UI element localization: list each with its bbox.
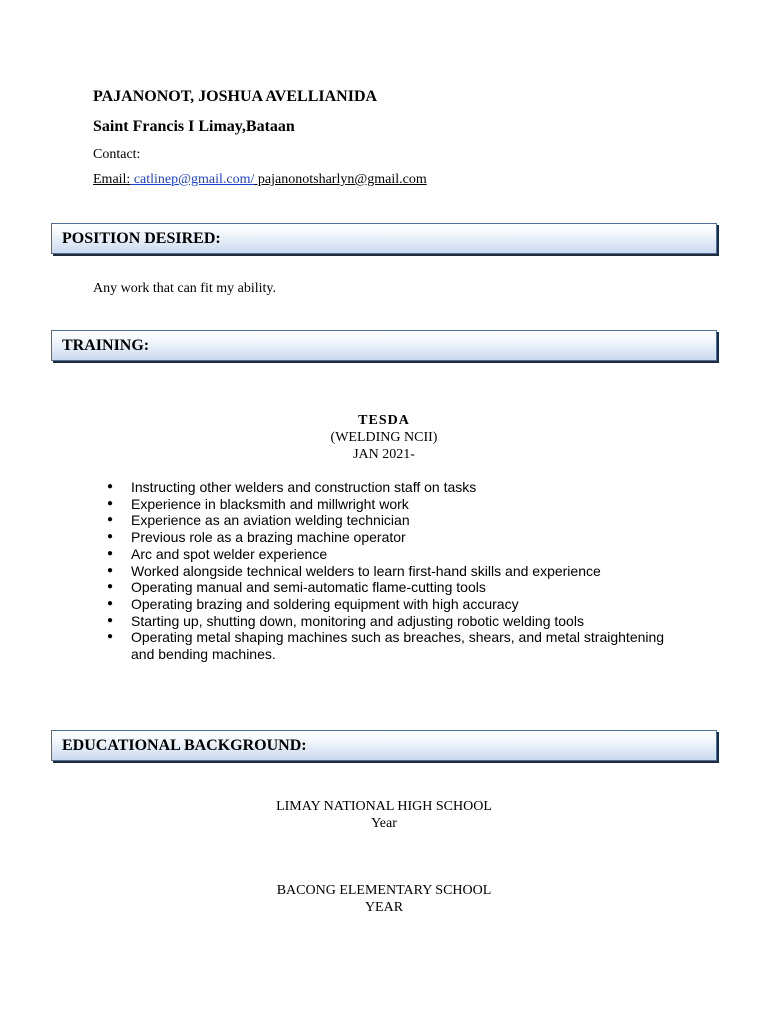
list-item-text: Previous role as a brazing machine operator [131,529,406,546]
section-title-position: POSITION DESIRED: [62,230,221,247]
school-year: Year [371,816,397,831]
bullet-icon: ● [107,481,114,492]
bullet-icon: ● [107,547,114,559]
section-title-education: EDUCATIONAL BACKGROUND: [62,737,307,754]
section-header-position [51,223,717,254]
list-item [107,495,671,513]
list-item-text: Experience in blacksmith and millwright work [131,495,409,512]
applicant-name: PAJANONOT, JOSHUA AVELLIANIDA [93,88,378,105]
school-name: BACONG ELEMENTARY SCHOOL [276,883,492,898]
school-year: YEAR [364,900,404,915]
list-item-text: Arc and spot welder experience [131,545,328,562]
training-date: JAN 2021- [353,447,415,462]
section-header-training [51,330,717,361]
bullet-icon: ● [107,581,114,593]
list-item-text: Experience as an aviation welding technician [131,512,410,529]
school-name: LIMAY NATIONAL HIGH SCHOOL [276,799,492,814]
section-title-training: TRAINING: [62,337,150,354]
bullet-icon: ● [107,597,114,609]
list-item [107,595,671,613]
training-duties-list [107,479,671,663]
applicant-address: Saint Francis I Limay,Bataan [93,118,295,135]
contact-label: Contact: [93,147,141,162]
email-label: Email: [93,172,131,187]
section-header-education [51,730,717,761]
email-link-secondary[interactable]: pajanonotsharlyn@gmail.com [254,172,427,187]
list-item [107,545,671,563]
training-course: (WELDING NCII) [330,430,438,445]
list-item-text: Operating brazing and soldering equipment with high accuracy [131,595,519,612]
email-link-primary[interactable]: catlinep@gmail.com/ [130,172,255,187]
list-item-text: Instructing other welders and construction staff on tasks [131,479,477,495]
list-item [107,629,671,663]
email-line [93,172,427,188]
bullet-icon: ● [107,514,114,526]
bullet-icon: ● [107,531,114,543]
list-item-text: Starting up, shutting down, monitoring and adjusting robotic welding tools [131,612,584,629]
bullet-icon: ● [107,631,114,643]
list-item-text: Operating metal shaping machines such as breaches, shears, and metal straightening and bending machines. [131,629,665,663]
list-item [107,612,671,630]
bullet-icon: ● [107,614,114,626]
list-item [107,529,671,546]
training-institution: TESDA [358,413,410,428]
list-item [107,579,671,596]
bullet-icon: ● [107,497,114,509]
list-item-text: Operating manual and semi-automatic flame-cutting tools [131,579,486,596]
position-desired-text: Any work that can fit my ability. [93,281,276,296]
list-item [107,479,671,496]
bullet-icon: ● [107,564,114,576]
list-item-text: Worked alongside technical welders to learn first-hand skills and experience [131,562,601,579]
list-item [107,512,671,529]
list-item [107,562,671,580]
